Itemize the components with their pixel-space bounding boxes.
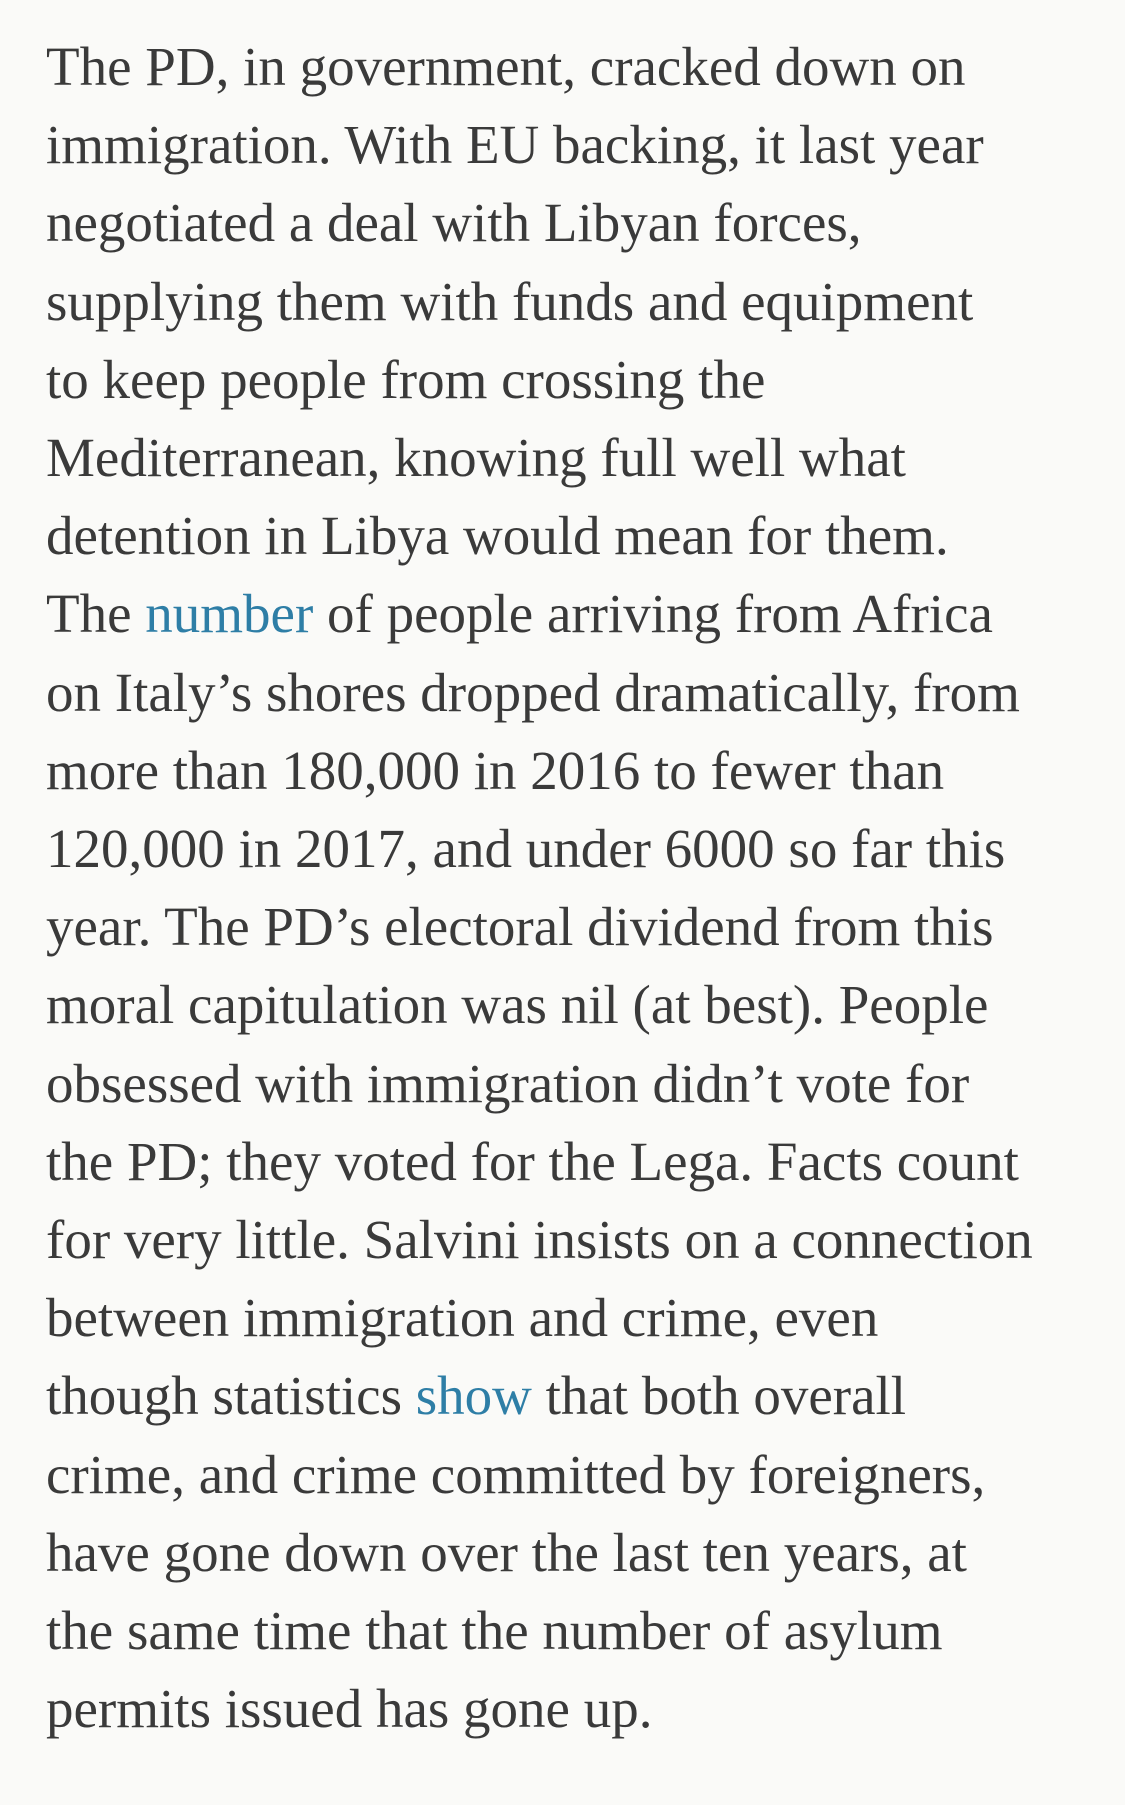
text-line: more than 180,000 in 2016 to fewer than: [46, 739, 945, 801]
text-line: permits issued has gone up.: [46, 1678, 653, 1740]
text-line: 120,000 in 2017, and under 6000 so far this: [46, 818, 1006, 880]
text-line: immigration. With EU backing, it last year: [46, 114, 984, 176]
text-line: negotiated a deal with Libyan forces,: [46, 192, 862, 254]
text-line: [46, 1357, 1086, 1435]
text-segment: of people arriving from Africa: [313, 583, 993, 645]
article-body: [46, 28, 1086, 1748]
text-line: Mediterranean, knowing full well what: [46, 427, 906, 489]
text-line: detention in Libya would mean for them.: [46, 505, 949, 567]
text-line: have gone down over the last ten years, at: [46, 1521, 967, 1583]
number-link[interactable]: number: [145, 583, 314, 645]
text-line: year. The PD’s electoral dividend from this: [46, 896, 994, 958]
text-line: to keep people from crossing the: [46, 348, 766, 410]
text-line: on Italy’s shores dropped dramatically, from: [46, 661, 1020, 723]
text-line: moral capitulation was nil (at best). People: [46, 974, 989, 1036]
text-line: for very little. Salvini insists on a connection: [46, 1209, 1033, 1271]
text-line: The PD, in government, cracked down on: [46, 36, 966, 97]
text-line: obsessed with immigration didn’t vote for: [46, 1052, 970, 1114]
text-line: between immigration and crime, even: [46, 1287, 879, 1349]
text-segment: that both overall: [531, 1365, 907, 1427]
text-line: crime, and crime committed by foreigners,: [46, 1443, 986, 1505]
text-line: supplying them with funds and equipment: [46, 270, 974, 332]
text-line: the same time that the number of asylum: [46, 1600, 943, 1662]
show-link[interactable]: show: [415, 1365, 532, 1427]
text-segment: though statistics: [46, 1365, 416, 1427]
paragraph: [46, 28, 1086, 1748]
text-line: the PD; they voted for the Lega. Facts count: [46, 1130, 1019, 1192]
text-segment: The: [46, 583, 146, 645]
text-line: [46, 575, 1086, 653]
